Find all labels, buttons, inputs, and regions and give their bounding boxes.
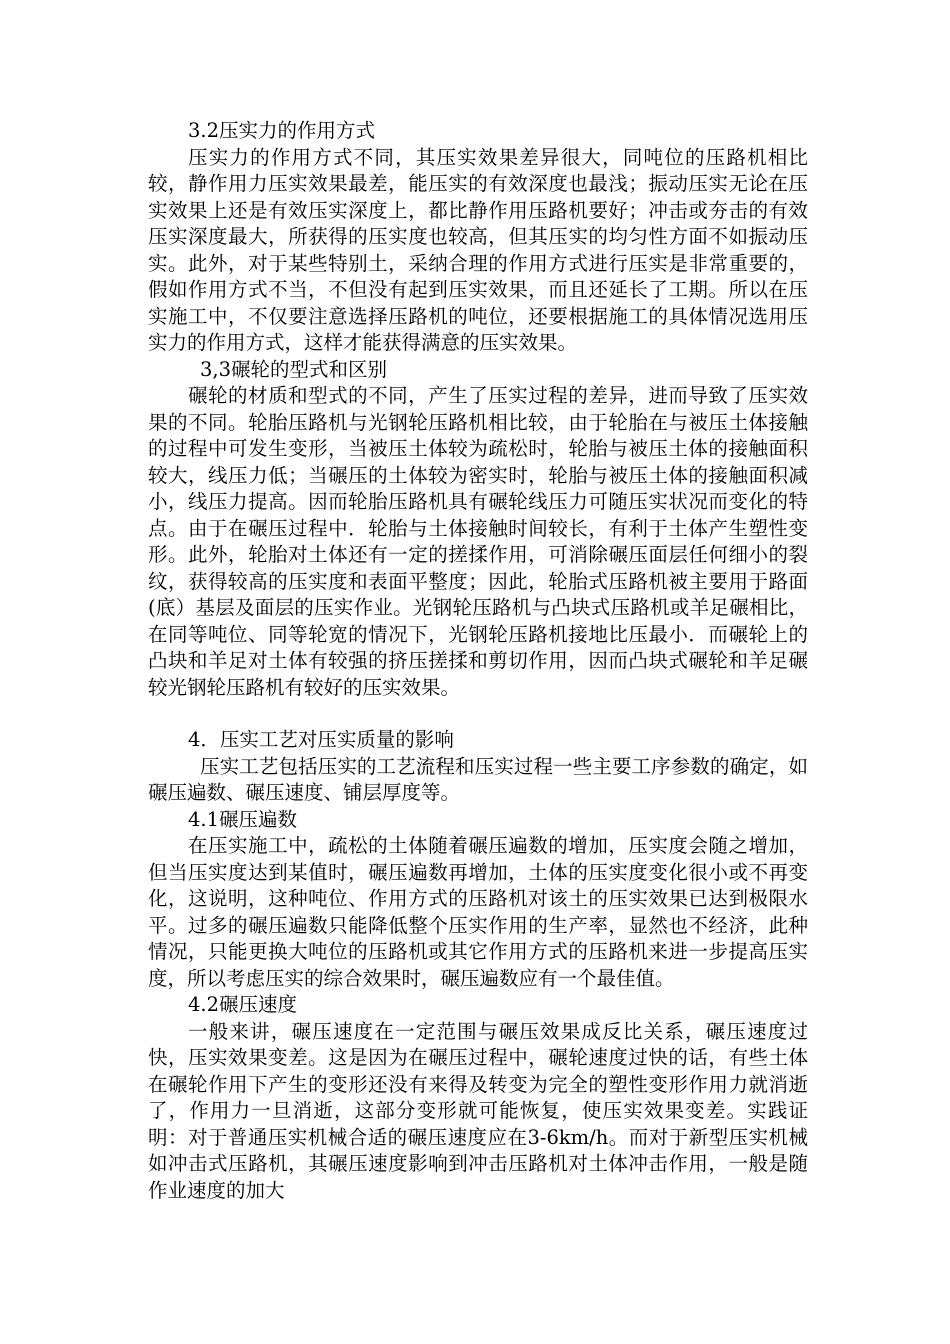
section-heading-4-1: 4.1碾压遍数 bbox=[188, 807, 298, 831]
document-body bbox=[148, 118, 808, 1204]
section-paragraph-3-2: 压实力的作用方式不同，其压实效果差异很大，同吨位的压路机相比较，静作用力压实效果最差，能压实的有效深度也最浅；振动压实无论在压实效果上还是有效压实深度上，都比静作用压路机要好；冲击或夯击的有效压实深度最大，所获得的压实度也较高，但其压实的均匀性方面不如振动压实。此外，对于某些特别土，采纳合理的作用方式进行压实是非常重要的，假如作用方式不当，不但没有起到压实效果，而且还延长了工期。所以在压实施工中，不仅要注意选择压路机的吨位，还要根据施工的具体情况选用压实力的作用方式，这样才能获得满意的压实效果。 bbox=[148, 145, 808, 354]
section-paragraph-4-1: 在压实施工中，疏松的土体随着碾压遍数的增加，压实度会随之增加，但当压实度达到某值时，碾压遍数再增加，土体的压实度变化很小或不再变化，这说明，这种吨位、作用方式的压路机对该土的压实效果已达到极限水平。过多的碾压遍数只能降低整个压实作用的生产率，显然也不经济，此种情况，只能更换大吨位的压路机或其它作用方式的压路机来进一步提高压实度，所以考虑压实的综合效果时，碾压遍数应有一个最佳值。 bbox=[148, 834, 808, 990]
section-heading-4: 4．压实工艺对压实质量的影响 bbox=[188, 728, 454, 751]
section-heading-3-2: 3.2压实力的作用方式 bbox=[188, 119, 376, 142]
section-paragraph-3-3: 碾轮的材质和型式的不同，产生了压实过程的差异，进而导致了压实效果的不同。轮胎压路机与光钢轮压路机相比较，由于轮胎在与被压土体接触的过程中可发生变形，当被压土体较为疏松时，轮胎与被压土体的接触面积较大，线压力低；当碾压的土体较为密实时，轮胎与被压土体的接触面积减小，线压力提高。因而轮胎压路机具有碾轮线压力可随压实状况而变化的特点。由于在碾压过程中．轮胎与土体接触时间较长，有利于土体产生塑性变形。此外，轮胎对土体还有一定的搓揉作用，可消除碾压面层任何细小的裂纹，获得较高的压实度和表面平整度；因此，轮胎式压路机被主要用于路面(底）基层及面层的压实作业。光钢轮压路机与凸块式压路机或羊足碾相比，在同等吨位、同等轮宽的情况下，光钢轮压路机接地比压最小．而碾轮上的凸块和羊足对土体有较强的挤压搓揉和剪切作用，因而凸块式碾轮和羊足碾较光钢轮压路机有较好的压实效果。 bbox=[148, 384, 808, 699]
section-heading-3-3: 3,3碾轮的型式和区别 bbox=[200, 357, 388, 381]
section-heading-4-2: 4.2碾压速度 bbox=[188, 993, 298, 1016]
section-paragraph-4-2: 一般来讲，碾压速度在一定范围与碾压效果成反比关系，碾压速度过快，压实效果变差。这是因为在碾压过程中，碾轮速度过快的话，有些土体在碾轮作用下产生的变形还没有来得及转变为完全的塑性变形作用力就消逝了，作用力一旦消逝，这部分变形就可能恢复，使压实效果变差。实践证明：对于普通压实机械合适的碾压速度应在3-6km/h。而对于新型压实机械如冲击式压路机，其碾压速度影响到冲击压路机对土体冲击作用，一般是随作业速度的加大 bbox=[148, 1019, 808, 1202]
section-paragraph-4: 压实工艺包括压实的工艺流程和压实过程一些主要工序参数的确定，如碾压遍数、碾压速度、铺层厚度等。 bbox=[148, 754, 808, 804]
